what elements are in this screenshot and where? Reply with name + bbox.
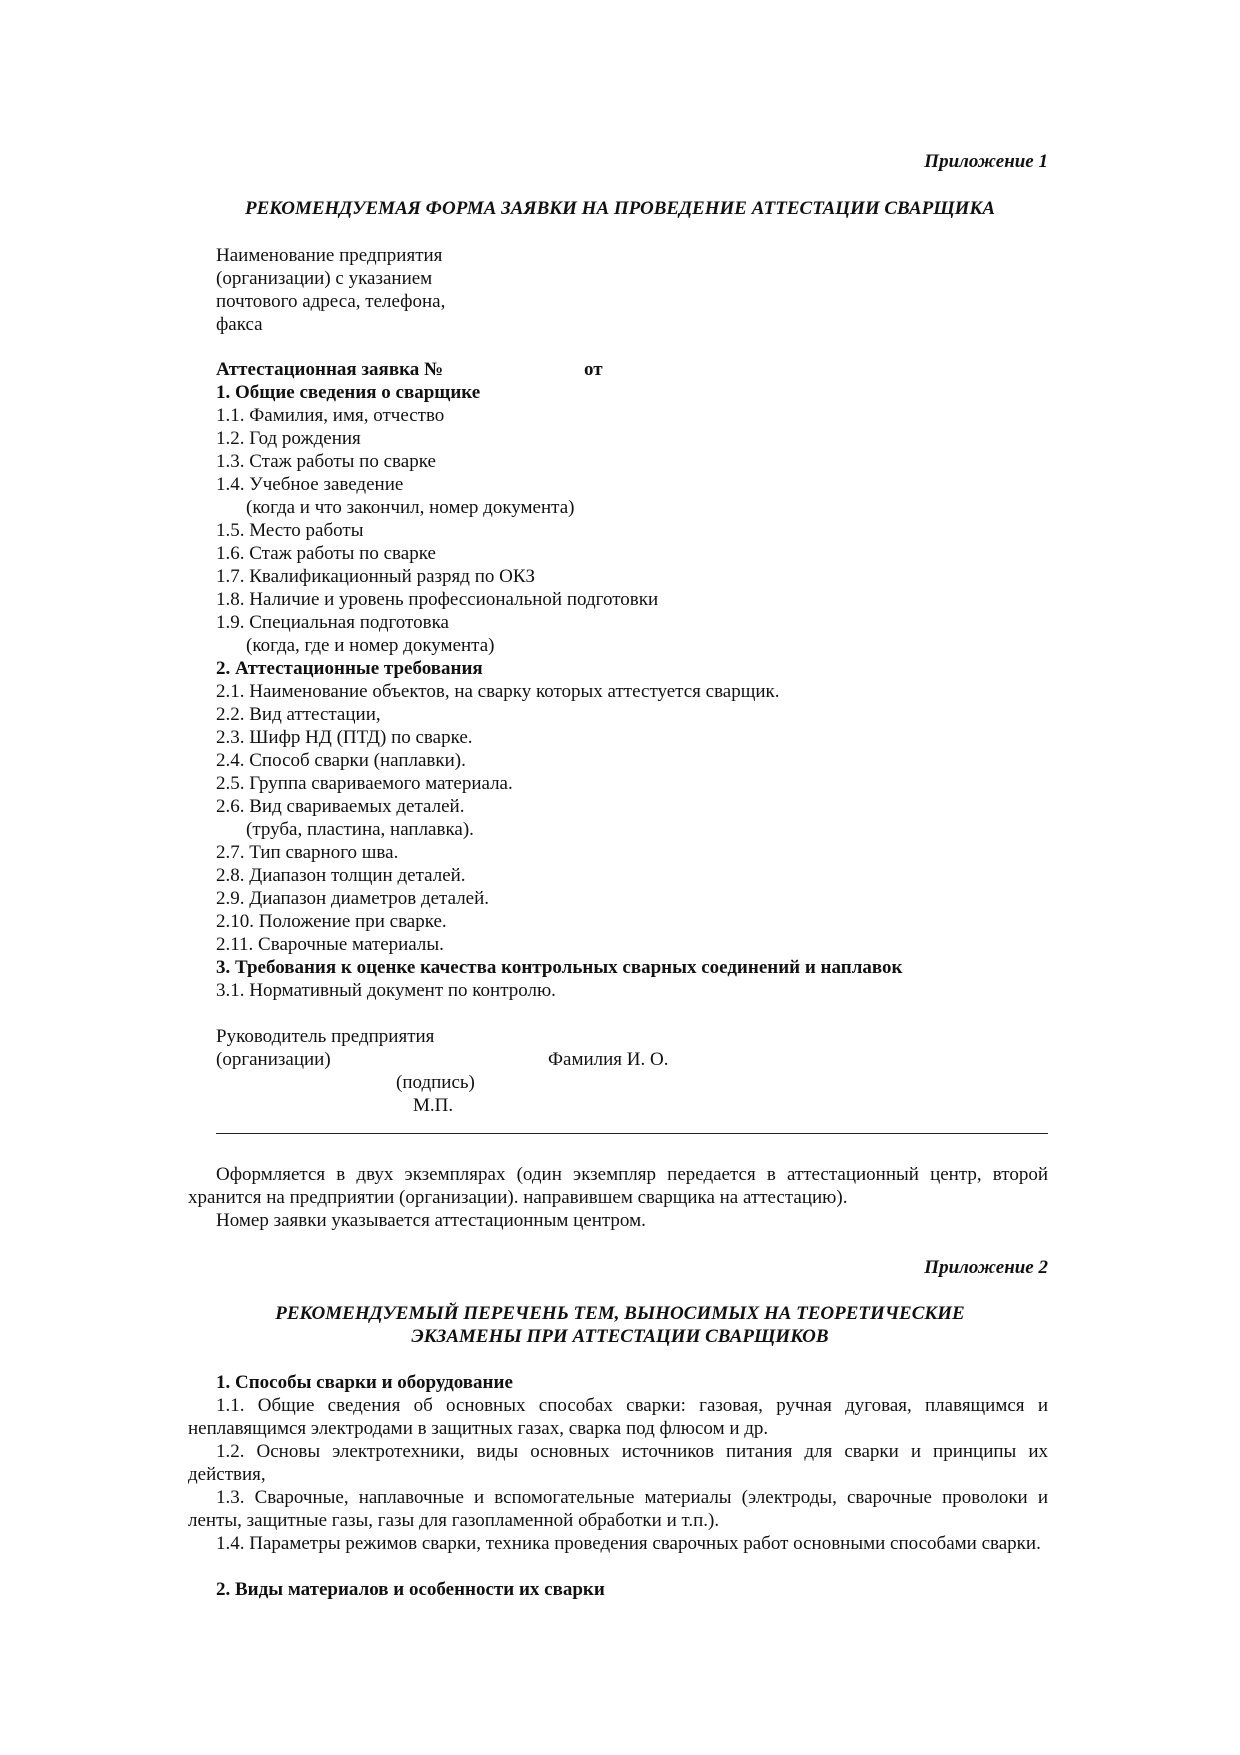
paragraph-1-4: 1.4. Параметры режимов сварки, техника проведения сварочных работ основными способами сварки. bbox=[216, 1533, 1041, 1554]
appendix-2-label: Приложение 2 bbox=[924, 1257, 1048, 1278]
signature-head-line1: Руководитель предприятия bbox=[216, 1026, 435, 1047]
form-fields-list bbox=[216, 381, 902, 1002]
list-item: 1.7. Квалификационный разряд по ОКЗ bbox=[216, 566, 536, 587]
application-date-label: от bbox=[584, 359, 603, 380]
list-item: 2.7. Тип сварного шва. bbox=[216, 842, 399, 863]
appendix-2-section-2-title: 2. Виды материалов и особенности их сварки bbox=[216, 1579, 605, 1600]
list-item: 2.2. Вид аттестации, bbox=[216, 704, 381, 725]
signature-name: Фамилия И. О. bbox=[548, 1049, 669, 1070]
appendix-2-title-line1: РЕКОМЕНДУЕМЫЙ ПЕРЕЧЕНЬ ТЕМ, ВЫНОСИМЫХ НА ТЕОРЕТИЧЕСКИЕ bbox=[275, 1303, 965, 1324]
list-item: 1.3. Стаж работы по сварке bbox=[216, 451, 436, 472]
list-item-note: (труба, пластина, наплавка). bbox=[246, 819, 474, 840]
separator-line bbox=[216, 1133, 1048, 1134]
note-paragraph-2: Номер заявки указывается аттестационным центром. bbox=[216, 1210, 646, 1231]
appendix-2-title-line2: ЭКЗАМЕНЫ ПРИ АТТЕСТАЦИИ СВАРЩИКОВ bbox=[411, 1326, 829, 1347]
list-item: 2.6. Вид свариваемых деталей. bbox=[216, 796, 465, 817]
appendix-2-section-1-title: 1. Способы сварки и оборудование bbox=[216, 1372, 513, 1393]
signature-label: (подпись) bbox=[396, 1072, 475, 1093]
section-1-title: 1. Общие сведения о сварщике bbox=[216, 382, 481, 403]
paragraph-1-2: 1.2. Основы электротехники, виды основных источников питания для сварки и принципы их действия, bbox=[188, 1441, 1048, 1485]
list-item: 2.9. Диапазон диаметров деталей. bbox=[216, 888, 490, 909]
list-item: 2.11. Сварочные материалы. bbox=[216, 934, 444, 955]
org-line: Наименование предприятия bbox=[216, 245, 443, 266]
signature-head-line2: (организации) bbox=[216, 1049, 331, 1070]
list-item: 1.4. Учебное заведение bbox=[216, 474, 404, 495]
appendix-1-label: Приложение 1 bbox=[924, 151, 1048, 172]
paragraph-1-3: 1.3. Сварочные, наплавочные и вспомогательные материалы (электроды, сварочные проволоки и ленты, защитные газы, газы для газопламенной обработки и т.п.). bbox=[188, 1487, 1048, 1531]
section-2-title: 2. Аттестационные требования bbox=[216, 658, 483, 679]
list-item-note: (когда и что закончил, номер документа) bbox=[246, 497, 575, 518]
note-paragraph-1: Оформляется в двух экземплярах (один экземпляр передается в аттестационный центр, второй хранится на предприятии (организации). направившем сварщика на аттестацию). bbox=[188, 1164, 1048, 1208]
list-item: 2.5. Группа свариваемого материала. bbox=[216, 773, 513, 794]
list-item: 3.1. Нормативный документ по контролю. bbox=[216, 980, 556, 1001]
org-line: почтового адреса, телефона, bbox=[216, 291, 446, 312]
appendix-1-title: РЕКОМЕНДУЕМАЯ ФОРМА ЗАЯВКИ НА ПРОВЕДЕНИЕ АТТЕСТАЦИИ СВАРЩИКА bbox=[244, 198, 996, 219]
section-3-title: 3. Требования к оценке качества контрольных сварных соединений и наплавок bbox=[216, 957, 903, 978]
organization-block bbox=[216, 244, 445, 336]
stamp-label: М.П. bbox=[413, 1095, 454, 1116]
list-item: 2.1. Наименование объектов, на сварку которых аттестуется сварщик. bbox=[216, 681, 780, 702]
org-line: факса bbox=[216, 314, 263, 335]
list-item: 2.3. Шифр НД (ПТД) по сварке. bbox=[216, 727, 473, 748]
list-item: 1.5. Место работы bbox=[216, 520, 364, 541]
list-item: 1.8. Наличие и уровень профессиональной подготовки bbox=[216, 589, 659, 610]
list-item: 2.4. Способ сварки (наплавки). bbox=[216, 750, 466, 771]
org-line: (организации) с указанием bbox=[216, 268, 433, 289]
list-item: 1.2. Год рождения bbox=[216, 428, 361, 449]
paragraph-1-1: 1.1. Общие сведения об основных способах сварки: газовая, ручная дуговая, плавящимся и неплавящимся электродами в защитных газах, сварка под флюсом и др. bbox=[188, 1395, 1048, 1439]
list-item: 2.8. Диапазон толщин деталей. bbox=[216, 865, 466, 886]
application-number-label: Аттестационная заявка № bbox=[216, 359, 444, 380]
list-item: 2.10. Положение при сварке. bbox=[216, 911, 447, 932]
list-item-note: (когда, где и номер документа) bbox=[246, 635, 495, 656]
list-item: 1.6. Стаж работы по сварке bbox=[216, 543, 436, 564]
list-item: 1.9. Специальная подготовка bbox=[216, 612, 449, 633]
list-item: 1.1. Фамилия, имя, отчество bbox=[216, 405, 445, 426]
